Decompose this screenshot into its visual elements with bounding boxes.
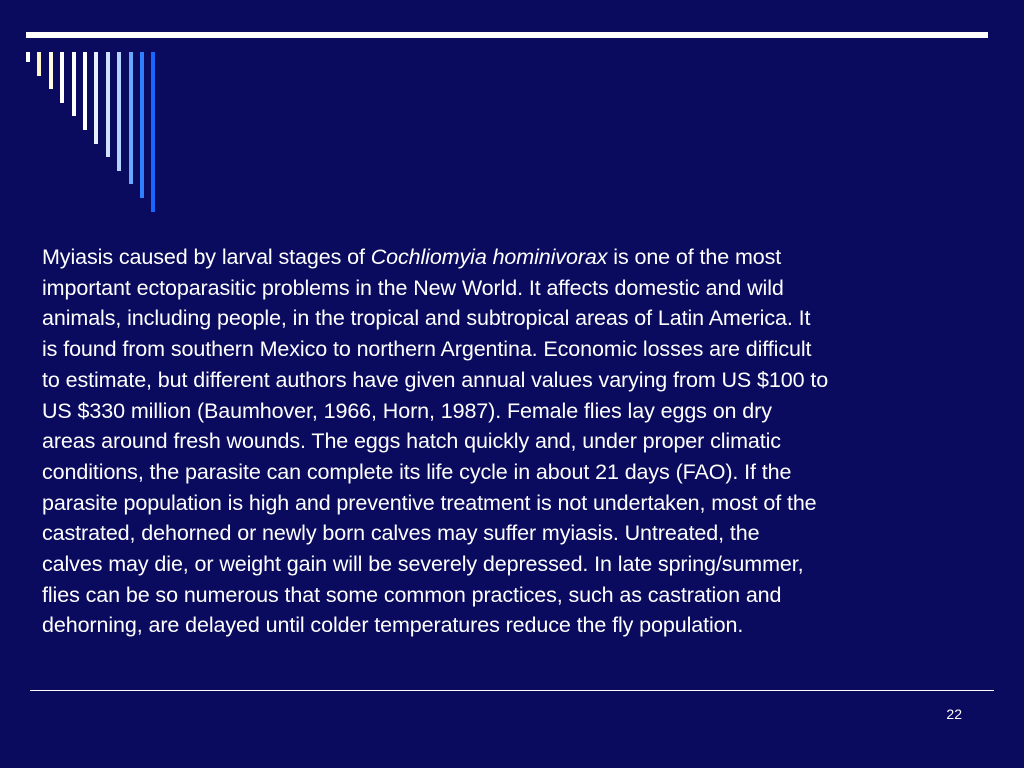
decorative-stripe [129,52,133,184]
decorative-stripe [37,52,41,76]
decorative-stripe [83,52,87,130]
body-text-part2: is one of the most important ectoparasitic problems in the New World. It affects domestic and wild animals, including people, in the tropical and subtropical areas of Latin America. It is found from southern Mexico to northern Argentina. Economic losses are difficult to estimate, but different authors have given annual values varying from US $100 to US $330 million (Baumhover, 1966, Horn, 1987). Female flies lay eggs on dry areas around fresh wounds. The eggs hatch quickly and, under proper climatic conditions, the parasite can complete its life cycle in about 21 days (FAO). If the parasite population is high and preventive treatment is not undertaken, most of the castrated, dehorned or newly born calves may suffer myiasis. Untreated, the calves may die, or weight gain will be severely depressed. In late spring/summer, flies can be so numerous that some common practices, such as castration and dehorning, are delayed until colder temperatures reduce the fly population. [42,245,829,638]
decorative-stripe [26,52,30,62]
body-text-species-name: Cochliomyia hominivorax [370,245,608,269]
decorative-stripe [140,52,144,198]
slide-body-text [42,242,992,641]
body-text-part1: Myiasis caused by larval stages of [42,245,371,269]
page-number: 22 [946,706,962,722]
decorative-stripe [117,52,121,171]
decorative-stripe [106,52,110,157]
decorative-stripe [72,52,76,116]
decorative-stripe [94,52,98,144]
decorative-stripe [49,52,53,89]
decorative-stripe [60,52,64,103]
bottom-rule [30,690,994,691]
decorative-stripe [151,52,155,212]
top-rule [26,32,988,38]
